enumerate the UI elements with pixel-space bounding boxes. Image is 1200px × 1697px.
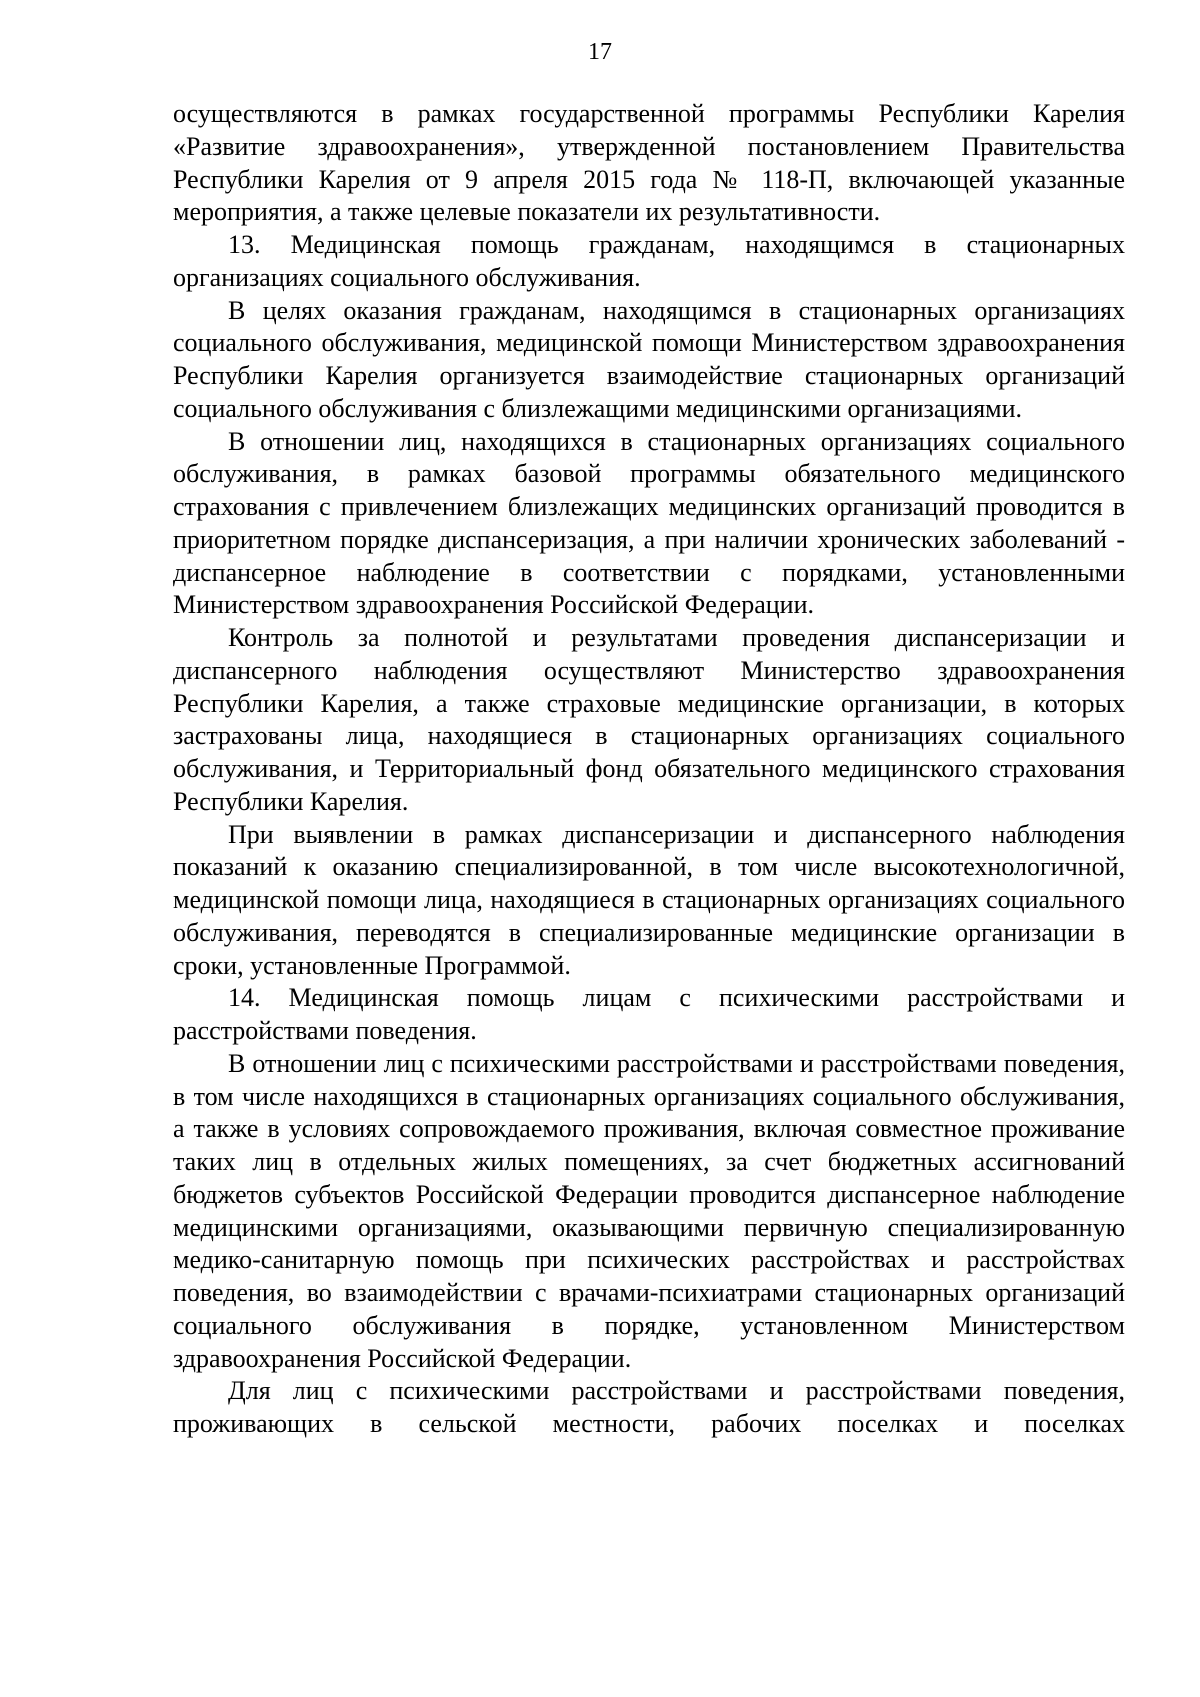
paragraph: Контроль за полнотой и результатами проведения диспансеризации и диспансерного наблюдения осуществляют Министерство здравоохранения Республики Карелия, а также страховые медицинские организации, в которых застрахованы лица, находящиеся в стационарных организациях социального обслуживания, и Территориальный фонд обязательного медицинского страхования Республики Карелия.	[173, 623, 1125, 816]
paragraph: В отношении лиц с психическими расстройствами и расстройствами поведения, в том числе находящихся в стационарных организациях социального обслуживания, а также в условиях сопровождаемого проживания, включая совместное проживание таких лиц в отдельных жилых помещениях, за счет бюджетных ассигнований бюджетов субъектов Российской Федерации проводится диспансерное наблюдение медицинскими организациями, оказывающими первичную специализированную медико-санитарную помощь при психических расстройствах и расстройствах поведения, во взаимодействии с врачами-психиатрами стационарных организаций социального обслуживания в порядке, установленном Министерством здравоохранения Российской Федерации.	[173, 1048, 1125, 1373]
section-13-heading: 13. Медицинская помощь гражданам, находящимся в стационарных организациях социального обслуживания.	[173, 230, 1125, 292]
page-number: 17	[588, 39, 612, 65]
document-body	[173, 98, 1125, 1441]
paragraph-continuation: осуществляются в рамках государственной программы Республики Карелия «Развитие здравоохранения», утвержденной постановлением Правительства Республики Карелия от 9 апреля 2015 года № 118-П, включающей указанные мероприятия, а также целевые показатели их результативности.	[173, 99, 1125, 227]
section-14-heading: 14. Медицинская помощь лицам с психическими расстройствами и расстройствами поведения.	[173, 983, 1125, 1045]
paragraph-continued-next-page: Для лиц с психическими расстройствами и расстройствами поведения, проживающих в сельской местности, рабочих поселках и поселках	[173, 1376, 1125, 1438]
paragraph: В целях оказания гражданам, находящимся в стационарных организациях социального обслуживания, медицинской помощи Министерством здравоохранения Республики Карелия организуется взаимодействие стационарных организаций социального обслуживания с близлежащими медицинскими организациями.	[173, 295, 1125, 423]
paragraph: В отношении лиц, находящихся в стационарных организациях социального обслуживания, в рамках базовой программы обязательного медицинского страхования с привлечением близлежащих медицинских организаций проводится в приоритетном порядке диспансеризация, а при наличии хронических заболеваний - диспансерное наблюдение в соответствии с порядками, установленными Министерством здравоохранения Российской Федерации.	[173, 426, 1125, 620]
paragraph: При выявлении в рамках диспансеризации и диспансерного наблюдения показаний к оказанию специализированной, в том числе высокотехнологичной, медицинской помощи лица, находящиеся в стационарных организациях социального обслуживания, переводятся в специализированные медицинские организации в сроки, установленные Программой.	[173, 819, 1125, 980]
